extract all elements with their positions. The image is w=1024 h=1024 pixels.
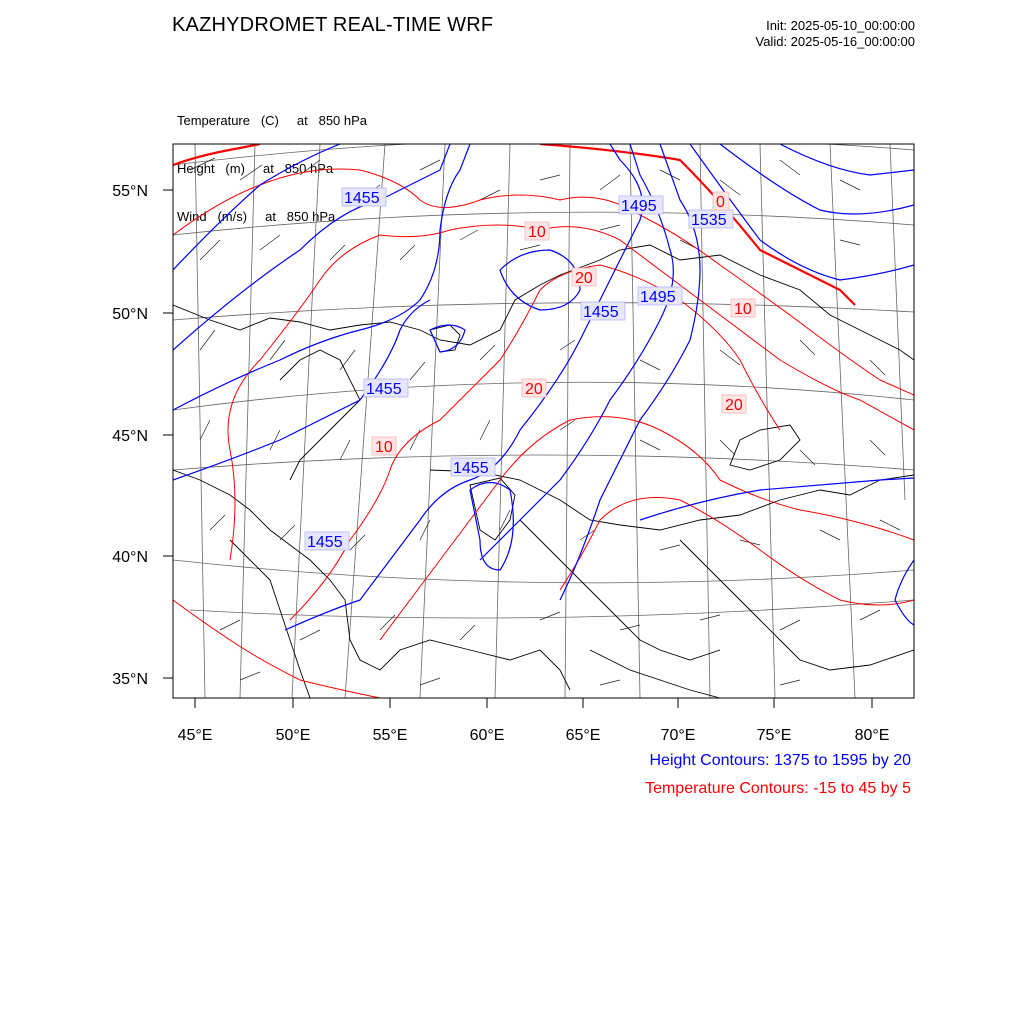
height-label: 1455	[583, 304, 619, 321]
lat-label: 50°N	[112, 306, 148, 323]
field-wind: Wind (m/s) at 850 hPa	[177, 209, 336, 224]
temp-label: 20	[525, 381, 543, 398]
height-label: 1455	[453, 460, 489, 477]
height-label: 1535	[691, 212, 727, 229]
temp-label: 20	[575, 270, 593, 287]
lat-label: 35°N	[112, 671, 148, 688]
temperature-legend: Temperature Contours: -15 to 45 by 5	[645, 780, 911, 797]
lon-label: 50°E	[275, 727, 311, 744]
chart-title: KAZHYDROMET REAL-TIME WRF	[172, 14, 494, 36]
lon-label: 80°E	[854, 727, 890, 744]
field-height: Height (m) at 850 hPa	[177, 161, 334, 176]
temp-label: 10	[528, 224, 546, 241]
lon-label: 60°E	[469, 727, 505, 744]
height-label: 1495	[640, 289, 676, 306]
lon-label: 75°E	[756, 727, 792, 744]
axis-ticks	[163, 190, 872, 708]
height-label: 1495	[621, 198, 657, 215]
lon-label: 55°E	[372, 727, 408, 744]
lat-label: 45°N	[112, 428, 148, 445]
height-legend: Height Contours: 1375 to 1595 by 20	[649, 752, 911, 769]
height-labels	[305, 188, 733, 551]
borders	[173, 245, 914, 698]
temp-label: 0	[716, 194, 725, 211]
height-label: 1455	[344, 190, 380, 207]
lat-labels	[112, 183, 148, 688]
lat-label: 55°N	[112, 183, 148, 200]
lon-label: 70°E	[660, 727, 696, 744]
temp-label: 10	[375, 439, 393, 456]
temp-label: 10	[734, 301, 752, 318]
height-label: 1455	[366, 381, 402, 398]
valid-time: Valid: 2025-05-16_00:00:00	[755, 34, 915, 49]
lon-label: 45°E	[177, 727, 213, 744]
lon-labels	[178, 727, 890, 744]
lat-label: 40°N	[112, 549, 148, 566]
lon-label: 65°E	[565, 727, 601, 744]
temp-label: 20	[725, 397, 743, 414]
field-temperature: Temperature (C) at 850 hPa	[177, 113, 368, 128]
height-label: 1455	[307, 534, 343, 551]
init-time: Init: 2025-05-10_00:00:00	[766, 18, 915, 33]
temperature-labels	[372, 192, 755, 456]
